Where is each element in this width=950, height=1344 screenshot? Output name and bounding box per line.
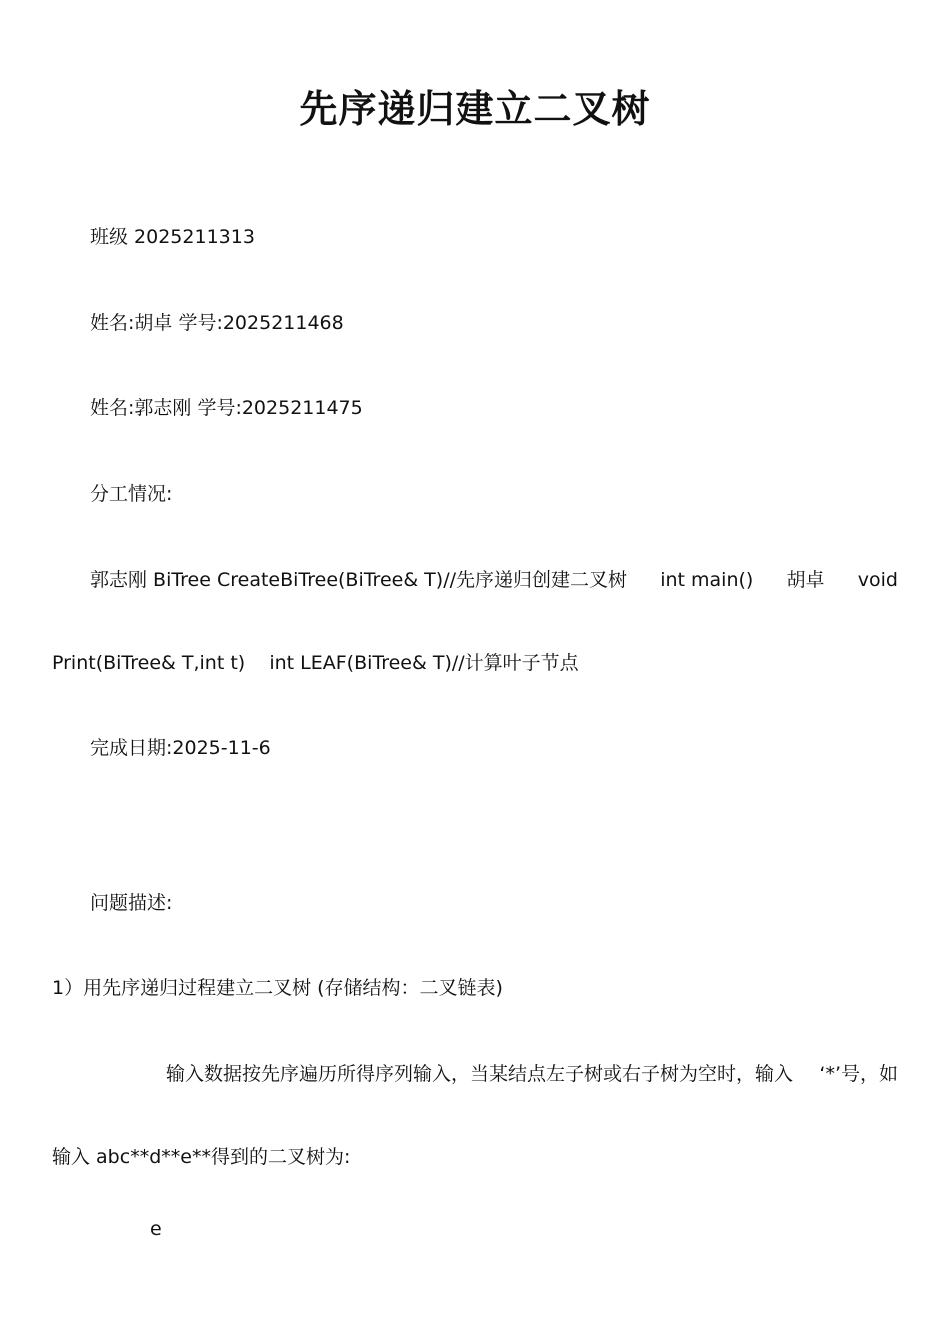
completion-date: 完成日期:2025-11-6 [90, 737, 271, 759]
problem-desc-line-1 [166, 1061, 898, 1087]
class-line: 班级 2025211313 [90, 226, 255, 248]
tree-node-label: e [150, 1218, 162, 1240]
division-line-2: Print(BiTree& T,int t) int LEAF(BiTree& T)//计算叶子节点 [52, 652, 579, 674]
problem-item-1: 1）用先序递归过程建立二叉树 (存储结构：二叉链表) [52, 977, 503, 999]
division-line-1 [90, 567, 898, 593]
problem-heading: 问题描述: [90, 892, 173, 914]
document-title: 先序递归建立二叉树 [299, 86, 651, 131]
division-line-1-part-2: int main() [660, 569, 754, 591]
division-line-1-part-3: 胡卓 [786, 569, 825, 591]
problem-desc-line-1-part-2: ‘*’号，如 [819, 1063, 898, 1085]
problem-desc-line-2: 输入 abc**d**e**得到的二叉树为: [52, 1146, 351, 1168]
division-line-1-part-4: void [857, 569, 898, 591]
division-line-1-part-1: 郭志刚 BiTree CreateBiTree(BiTree& T)//先序递归创建二叉树 [90, 569, 628, 591]
member-line-1: 姓名:胡卓 学号:2025211468 [90, 312, 344, 334]
problem-desc-line-1-part-1: 输入数据按先序遍历所得序列输入，当某结点左子树或右子树为空时，输入 [166, 1063, 794, 1085]
member-line-2: 姓名:郭志刚 学号:2025211475 [90, 397, 363, 419]
division-heading: 分工情况: [90, 483, 173, 505]
